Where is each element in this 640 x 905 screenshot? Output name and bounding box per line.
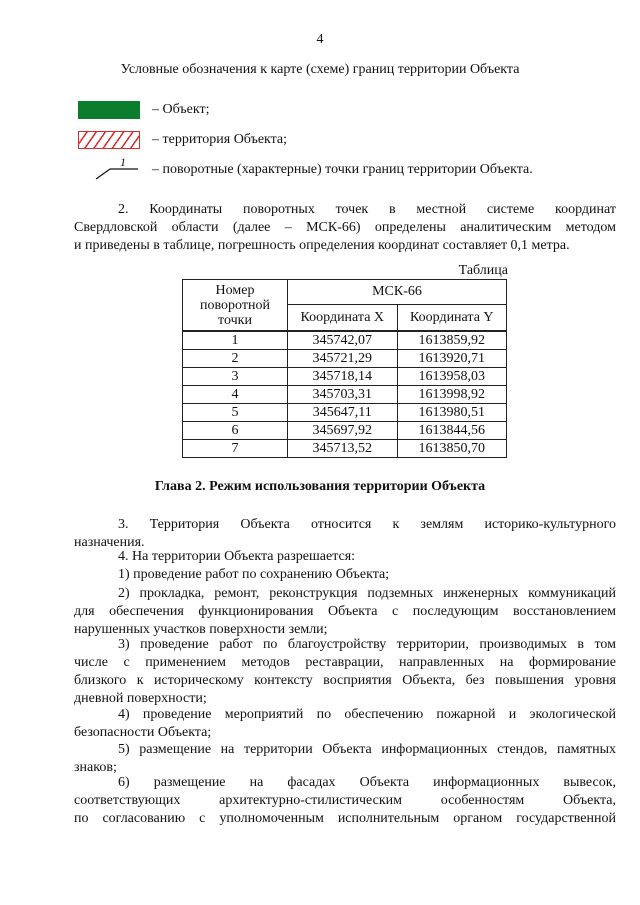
cell-y: 1613859,92 — [397, 331, 507, 350]
list-item-2 — [74, 585, 616, 639]
cell-number: 3 — [183, 368, 288, 386]
list-item-1 — [74, 566, 616, 584]
cell-y: 1613980,51 — [397, 404, 507, 422]
cell-number: 1 — [183, 331, 288, 350]
cell-x: 345697,92 — [288, 422, 398, 440]
legend-item-territory-text: – территория Объекта; — [152, 132, 288, 147]
cell-number: 5 — [183, 404, 288, 422]
cell-number: 4 — [183, 386, 288, 404]
chapter-title: Глава 2. Режим использования территории Объекта — [154, 479, 486, 494]
list-item-3 — [74, 636, 616, 708]
turning-point-icon — [92, 155, 142, 185]
legend-title: Условные обозначения к карте (схеме) границ территории Объекта — [120, 62, 520, 77]
cell-y: 1613998,92 — [397, 386, 507, 404]
header-system: МСК-66 — [288, 280, 507, 305]
paragraph-line: 6) размещение на фасадах Объекта информационных вывесок, — [118, 775, 616, 790]
cell-x: 345703,31 — [288, 386, 398, 404]
table-row — [183, 368, 507, 386]
cell-y: 1613920,71 — [397, 350, 507, 368]
cell-x: 345718,14 — [288, 368, 398, 386]
cell-x: 345742,07 — [288, 331, 398, 350]
table-row — [183, 422, 507, 440]
coordinates-table — [182, 279, 507, 458]
cell-number: 2 — [183, 350, 288, 368]
paragraph-line: назначения. — [74, 535, 145, 550]
header-y: Координата Y — [397, 305, 507, 332]
paragraph-line: по согласованию с уполномоченным исполнительным органом государственной — [74, 811, 616, 826]
paragraph-line: 4. На территории Объекта разрешается: — [118, 549, 356, 564]
cell-number: 7 — [183, 440, 288, 458]
object-fill-icon — [78, 101, 140, 119]
legend-item-points-text: – поворотные (характерные) точки границ территории Объекта. — [152, 162, 533, 177]
cell-y: 1613844,56 — [397, 422, 507, 440]
list-item-6 — [74, 774, 616, 828]
list-item-4 — [74, 706, 616, 742]
paragraph-line: для обеспечения функционирования Объекта с последующим восстановлением — [74, 604, 616, 619]
paragraph-line: 3) проведение работ по благоустройству территории, производимых в том — [118, 637, 616, 652]
cell-number: 6 — [183, 422, 288, 440]
table-row — [183, 440, 507, 458]
table-row — [183, 404, 507, 422]
paragraph-line: дневной поверхности; — [74, 691, 207, 706]
territory-hatch-icon — [78, 131, 140, 149]
paragraph-line: знаков; — [74, 760, 117, 775]
paragraph-line: 2) прокладка, ремонт, реконструкция подземных инженерных коммуникаций — [118, 586, 616, 601]
paragraph-line: близкого к историческому контексту восприятия Объекта, без повышения уровня — [74, 673, 616, 688]
paragraph-4 — [74, 548, 616, 566]
paragraph-line: Свердловской области (далее – МСК-66) определены аналитическим методом — [74, 220, 616, 235]
turning-point-label: 1 — [120, 155, 126, 169]
paragraph-line: и приведены в таблице, погрешность определения координат составляет 0,1 метра. — [74, 238, 570, 253]
paragraph-line: 2. Координаты поворотных точек в местной системе координат — [118, 202, 616, 217]
paragraph-line: 5) размещение на территории Объекта информационных стендов, памятных — [118, 742, 616, 757]
cell-y: 1613850,70 — [397, 440, 507, 458]
table-row — [183, 331, 507, 350]
paragraph-line: 1) проведение работ по сохранению Объекта; — [118, 567, 390, 582]
list-item-5 — [74, 741, 616, 777]
paragraph-line: безопасности Объекта; — [74, 725, 212, 740]
paragraph-line: нарушенных участков поверхности земли; — [74, 622, 328, 637]
paragraph-line: 3. Территория Объекта относится к землям историко-культурного — [118, 517, 616, 532]
legend-item-object-text: – Объект; — [152, 102, 210, 117]
paragraph-line: 4) проведение мероприятий по обеспечению пожарной и экологической — [118, 707, 616, 722]
table-row — [183, 386, 507, 404]
paragraph-line: числе с применением методов реставрации, направленных на формирование — [74, 655, 616, 670]
cell-x: 345647,11 — [288, 404, 398, 422]
paragraph-2 — [74, 201, 616, 255]
header-point-number: Номер поворотной точки — [183, 280, 288, 332]
paragraph-line: соответствующих архитектурно-стилистическим особенностям Объекта, — [74, 793, 616, 808]
cell-y: 1613958,03 — [397, 368, 507, 386]
table-caption: Таблица — [458, 263, 508, 278]
page-number: 4 — [316, 32, 324, 47]
header-x: Координата X — [288, 305, 398, 332]
cell-x: 345721,29 — [288, 350, 398, 368]
table-row — [183, 350, 507, 368]
cell-x: 345713,52 — [288, 440, 398, 458]
paragraph-3 — [74, 516, 616, 552]
